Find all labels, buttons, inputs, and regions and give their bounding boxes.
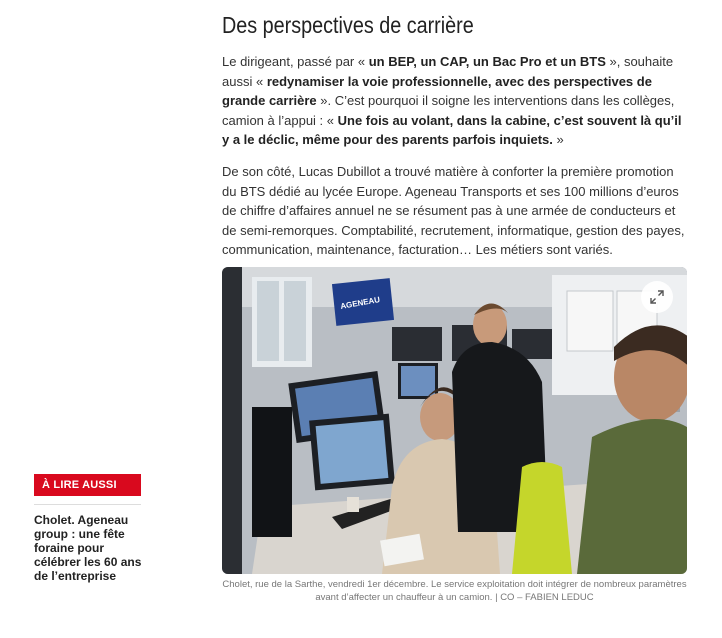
para1-bold-2: redynamiser la voie professionnelle, avec des perspectives de grande carrière [222, 73, 652, 108]
related-article-box [34, 474, 144, 583]
para1-text-3: ». C’est pourquoi il soigne les interventions dans les collèges, camion à l’appui : « [222, 93, 675, 128]
article-photo[interactable] [222, 267, 687, 574]
office-photo-illustration [222, 267, 687, 574]
related-article-link[interactable]: Cholet. Ageneau group : une fête foraine pour célébrer les 60 ans de l’entreprise [34, 513, 142, 583]
para1-bold-3: Une fois au volant, dans la cabine, c’est souvent là qu’il y a le déclic, même pour des parents parfois inquiets. [222, 112, 682, 147]
para1-bold-1: un BEP, un CAP, un Bac Pro et un BTS [368, 54, 606, 69]
expand-photo-button[interactable] [641, 281, 673, 313]
section-heading: Des perspectives de carrière [222, 12, 474, 38]
related-badge: À LIRE AUSSI [34, 474, 141, 496]
photo-caption: Cholet, rue de la Sarthe, vendredi 1er décembre. Le service exploitation doit intégrer de nombreux paramètres avant d’affecter un chauffeur à un camion. | CO – FABIEN LEDUC [222, 579, 687, 603]
para1-text-1: Le dirigeant, passé par « [222, 54, 369, 69]
paragraph-quote [222, 52, 687, 150]
photo-sign-text: AGENEAU [339, 295, 381, 311]
paragraph-body: De son côté, Lucas Dubillot a trouvé matière à conforter la première promotion du BTS dédié au lycée Europe. Ageneau Transports et ses 100 millions d’euros de chiffre d’affaires annuel ne se résument pas à une armée de conducteurs et de semi-remorques. Comptabilité, recrutement, informatique, gestion des payes, communication, maintenance, facturation… Les métiers sont variés. [222, 164, 685, 257]
expand-arrows-icon [650, 290, 664, 304]
aside-divider [34, 504, 141, 505]
para1-text-2: », souhaite aussi « [222, 54, 674, 89]
para1-text-4: » [552, 132, 564, 147]
